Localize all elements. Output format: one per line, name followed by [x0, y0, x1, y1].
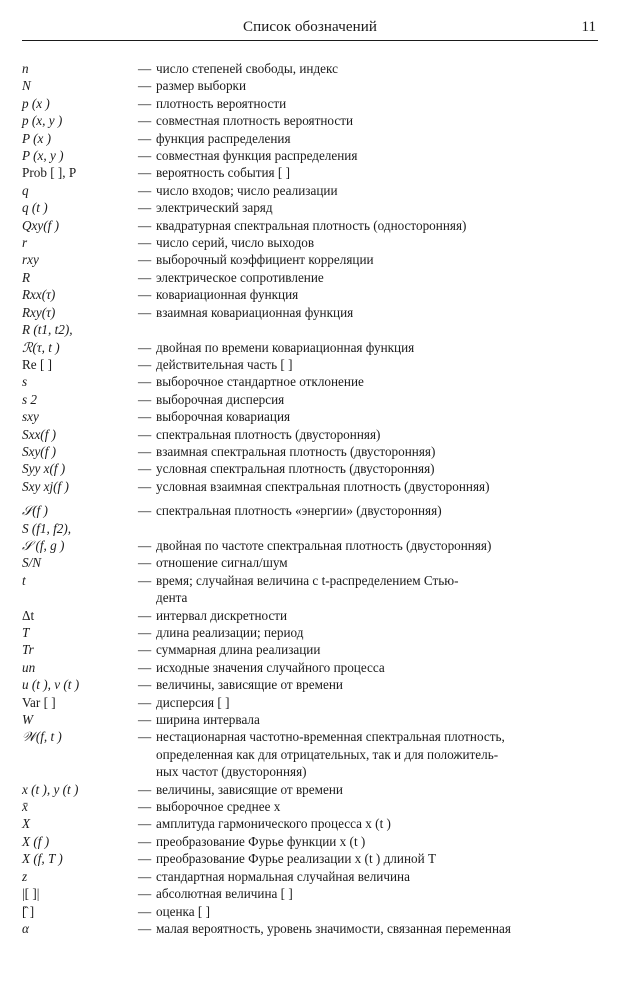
notation-row: [22, 147, 602, 164]
notation-row: [22, 95, 602, 112]
dash: —: [138, 95, 152, 111]
notation-description: дисперсия [ ]: [156, 694, 230, 710]
dash: —: [138, 78, 152, 94]
dash: —: [138, 148, 152, 164]
notation-symbol: W: [22, 712, 33, 728]
notation-description: абсолютная величина [ ]: [156, 886, 293, 902]
dash: —: [138, 304, 152, 320]
notation-description: исходные значения случайного процесса: [156, 659, 385, 675]
notation-row: [22, 885, 602, 902]
notation-description: оценка [ ]: [156, 903, 210, 919]
notation-symbol: Sxy(f ): [22, 443, 57, 459]
notation-symbol: Re [ ]: [22, 356, 53, 372]
page-number: 11: [581, 19, 596, 35]
notation-description: вероятность события [ ]: [156, 165, 290, 181]
notation-row: [22, 356, 602, 373]
dash: —: [138, 374, 152, 390]
notation-symbol: Rxx(τ): [22, 287, 56, 303]
notation-symbol: Sxx(f ): [22, 426, 57, 442]
notation-symbol: [̂ ]: [22, 903, 35, 919]
notation-row: [22, 112, 602, 129]
notation-symbol: P (x ): [22, 130, 52, 146]
notation-symbol: Sxy xj(f ): [22, 478, 69, 494]
notation-description: ковариационная функция: [156, 287, 299, 303]
page-title: Список обозначений: [243, 19, 377, 35]
notation-symbol: x (t ), y (t ): [22, 781, 79, 797]
dash: —: [138, 269, 152, 285]
notation-row: [22, 164, 602, 181]
notation-row: [22, 728, 602, 780]
notation-symbol: 𝒲(f, t ): [22, 729, 62, 745]
dash: —: [138, 217, 152, 233]
running-header: [22, 18, 598, 41]
dash: —: [138, 61, 152, 76]
notation-symbol: S (f1, f2),: [22, 520, 72, 536]
dash: —: [138, 165, 152, 181]
notation-row: [22, 903, 602, 920]
dash: —: [138, 920, 152, 936]
notation-row: [22, 304, 602, 321]
notation-description: совместная функция распределения: [156, 148, 358, 164]
notation-symbol: un: [22, 659, 36, 675]
notation-row: [22, 460, 602, 477]
notation-description: выборочное среднее x: [156, 799, 281, 815]
dash: —: [138, 252, 152, 268]
notation-symbol: n: [22, 61, 29, 76]
notation-description: время; случайная величина с t-распределением Стью- дента: [156, 572, 459, 606]
dash: —: [138, 287, 152, 303]
dash: —: [138, 572, 152, 588]
notation-description: амплитуда гармонического процесса x (t ): [156, 816, 391, 832]
notation-description: действительная часть [ ]: [156, 356, 293, 372]
notation-row: [22, 711, 602, 728]
notation-symbol: s 2: [22, 391, 38, 407]
notation-symbol: X (f ): [22, 833, 50, 849]
notation-description: стандартная нормальная случайная величина: [156, 868, 410, 884]
notation-description: совместная плотность вероятности: [156, 113, 354, 129]
notation-row: [22, 443, 602, 460]
notation-row: [22, 502, 602, 519]
notation-symbol: q (t ): [22, 200, 48, 216]
notation-row: [22, 339, 602, 356]
notation-row: [22, 408, 602, 425]
notation-row: [22, 217, 602, 234]
dash: —: [138, 729, 152, 745]
notation-description: выборочная дисперсия: [156, 391, 285, 407]
notation-row: [22, 554, 602, 571]
notation-row: [22, 624, 602, 641]
notation-description: спектральная плотность (двусторонняя): [156, 426, 381, 442]
notation-description: число входов; число реализации: [156, 182, 338, 198]
notation-row: [22, 60, 602, 77]
dash: —: [138, 443, 152, 459]
notation-symbol: |[ ]|: [22, 886, 40, 902]
dash: —: [138, 781, 152, 797]
notation-row: [22, 798, 602, 815]
dash: —: [138, 182, 152, 198]
notation-symbol: p (x, y ): [22, 113, 63, 129]
notation-description: размер выборки: [156, 78, 247, 94]
dash: —: [138, 391, 152, 407]
dash: —: [138, 868, 152, 884]
dash: —: [138, 503, 152, 519]
dash: —: [138, 113, 152, 129]
dash: —: [138, 886, 152, 902]
notation-row: [22, 391, 602, 408]
notation-symbol: N: [22, 78, 31, 94]
notation-description: взаимная спектральная плотность (двусторонняя): [156, 443, 436, 459]
notation-description: число серий, число выходов: [156, 235, 315, 251]
notation-row: [22, 77, 602, 94]
dash: —: [138, 816, 152, 832]
notation-symbol: 𝒮 (f, g ): [22, 537, 65, 553]
notation-symbol: T: [22, 625, 30, 640]
notation-row: [22, 373, 602, 390]
notation-description: плотность вероятности: [156, 95, 287, 111]
notation-row: [22, 781, 602, 798]
dash: —: [138, 694, 152, 710]
notation-row: [22, 199, 602, 216]
notation-row: [22, 694, 602, 711]
notation-symbol: Δt: [22, 607, 35, 623]
notation-description: электрический заряд: [156, 200, 273, 216]
notation-row: [22, 920, 602, 937]
dash: —: [138, 712, 152, 728]
notation-description: двойная по частоте спектральная плотность (двусторонняя): [156, 537, 492, 553]
dash: —: [138, 356, 152, 372]
notation-description: отношение сигнал/шум: [156, 555, 288, 571]
notation-description: условная спектральная плотность (двусторонняя): [156, 461, 435, 477]
notation-row: [22, 478, 602, 495]
notation-symbol: r: [22, 235, 28, 251]
notation-description: двойная по времени ковариационная функция: [156, 339, 415, 355]
notation-symbol: X: [22, 816, 31, 832]
dash: —: [138, 235, 152, 251]
notation-description: ширина интервала: [156, 712, 260, 728]
notation-row: [22, 833, 602, 850]
notation-description: суммарная длина реализации: [156, 642, 321, 658]
dash: —: [138, 200, 152, 216]
notation-symbol: sxy: [22, 409, 39, 425]
notation-symbol: Var [ ]: [22, 694, 56, 710]
notation-row: [22, 130, 602, 147]
notation-list: [22, 60, 602, 937]
notation-row: [22, 269, 602, 286]
notation-row: [22, 520, 602, 537]
notation-symbol: R: [22, 269, 31, 285]
dash: —: [138, 409, 152, 425]
notation-symbol: s: [22, 374, 28, 390]
notation-description: выборочное стандартное отклонение: [156, 374, 364, 390]
notation-symbol: Qxy(f ): [22, 217, 59, 233]
notation-description: малая вероятность, уровень значимости, связанная переменная: [156, 920, 511, 936]
notation-description: длина реализации; период: [156, 625, 304, 640]
notation-symbol: p (x ): [22, 95, 50, 111]
dash: —: [138, 833, 152, 849]
notation-description: квадратурная спектральная плотность (односторонняя): [156, 217, 467, 233]
notation-row: [22, 850, 602, 867]
notation-symbol: R (t1, t2),: [22, 322, 73, 338]
dash: —: [138, 461, 152, 477]
notation-description: число степеней свободы, индекс: [156, 61, 338, 76]
notation-symbol: t: [22, 572, 26, 588]
notation-description: нестационарная частотно-временная спектральная плотность, определенная как для отрицательных, так и для положитель- ных частот (двусторонняя): [156, 729, 505, 780]
notation-row: [22, 659, 602, 676]
notation-description: электрическое сопротивление: [156, 269, 324, 285]
dash: —: [138, 903, 152, 919]
notation-row: [22, 537, 602, 554]
notation-row: [22, 321, 602, 338]
notation-description: выборочный коэффициент корреляции: [156, 252, 374, 268]
dash: —: [138, 130, 152, 146]
notation-row: [22, 868, 602, 885]
notation-description: выборочная ковариация: [156, 409, 291, 425]
notation-symbol: Tr: [22, 642, 34, 658]
dash: —: [138, 642, 152, 658]
notation-description: взаимная ковариационная функция: [156, 304, 354, 320]
notation-row: [22, 182, 602, 199]
notation-symbol: α: [22, 920, 29, 936]
dash: —: [138, 426, 152, 442]
dash: —: [138, 659, 152, 675]
notation-symbol: X (f, T ): [22, 851, 63, 867]
notation-row: [22, 234, 602, 251]
notation-symbol: rxy: [22, 252, 39, 268]
notation-description: интервал дискретности: [156, 607, 288, 623]
notation-row: [22, 815, 602, 832]
notation-symbol: Rxy(τ): [22, 304, 56, 320]
notation-row: [22, 426, 602, 443]
dash: —: [138, 625, 152, 640]
notation-description: преобразование Фурье реализации x (t ) длиной T: [156, 851, 437, 867]
notation-symbol: ℛ(τ, t ): [22, 339, 60, 355]
dash: —: [138, 478, 152, 494]
notation-description: преобразование Фурье функции x (t ): [156, 833, 366, 849]
notation-symbol: q: [22, 182, 29, 198]
notation-description: функция распределения: [156, 130, 291, 146]
notation-description: условная взаимная спектральная плотность (двусторонняя): [156, 478, 490, 494]
dash: —: [138, 607, 152, 623]
notation-symbol: 𝒮(f ): [22, 503, 48, 519]
notation-description: величины, зависящие от времени: [156, 781, 343, 797]
notation-symbol: x̄: [22, 799, 28, 815]
notation-description: спектральная плотность «энергии» (двусторонняя): [156, 503, 442, 519]
notation-row: [22, 251, 602, 268]
notation-row: [22, 572, 602, 607]
dash: —: [138, 851, 152, 867]
notation-row: [22, 286, 602, 303]
dash: —: [138, 799, 152, 815]
dash: —: [138, 555, 152, 571]
notation-row: [22, 607, 602, 624]
dash: —: [138, 339, 152, 355]
notation-row: [22, 676, 602, 693]
notation-symbol: z: [22, 868, 28, 884]
notation-description: величины, зависящие от времени: [156, 677, 343, 693]
dash: —: [138, 677, 152, 693]
notation-symbol: u (t ), v (t ): [22, 677, 80, 693]
notation-symbol: P (x, y ): [22, 148, 64, 164]
notation-row: [22, 641, 602, 658]
dash: —: [138, 537, 152, 553]
notation-symbol: Syy x(f ): [22, 461, 66, 477]
notation-symbol: S/N: [22, 555, 42, 571]
notation-symbol: Prob [ ], P: [22, 165, 77, 181]
